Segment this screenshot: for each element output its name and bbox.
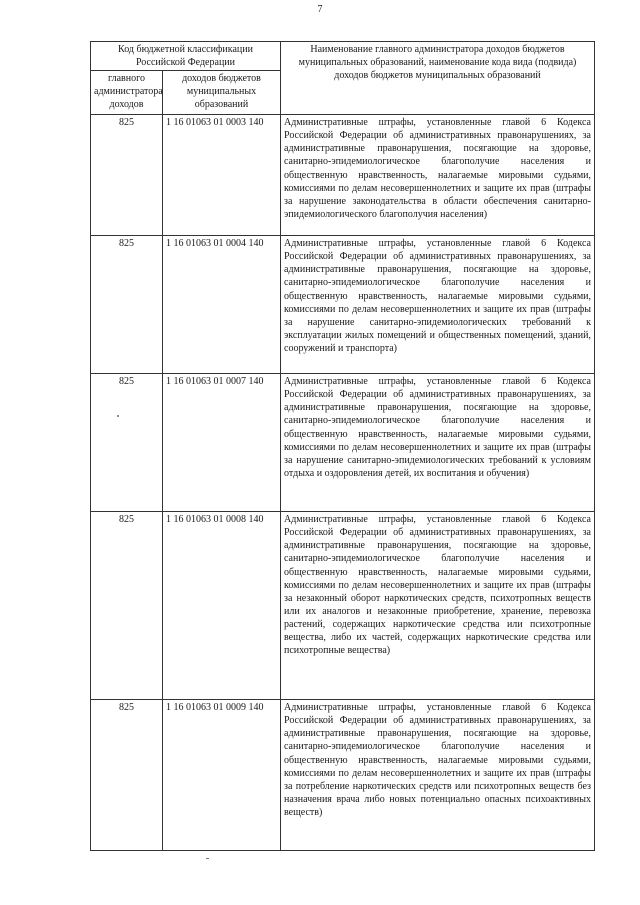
description-cell: Административные штрафы, установленные главой 6 Кодекса Российской Федерации об административных правонарушениях, за административные правонарушения, посягающие на здоровье, санитарно-эпидемиологическое благополучие населения и общественную нравственность, налагаемые мировыми судьями, комиссиями по делам несовершеннолетних и защите их прав (штрафы за нарушение законодательства в области обеспечения санитарно-эпидемиологического благополучия населения) bbox=[281, 115, 595, 236]
income-code-cell: 1 16 01063 01 0004 140 bbox=[163, 236, 281, 374]
admin-code-cell: 825 bbox=[91, 512, 163, 700]
table-row bbox=[91, 115, 595, 236]
header-admin: главного администратора доходов bbox=[91, 71, 163, 115]
admin-code-cell: 825 bbox=[91, 115, 163, 236]
income-code-cell: 1 16 01063 01 0007 140 bbox=[163, 374, 281, 512]
description-cell: Административные штрафы, установленные главой 6 Кодекса Российской Федерации об административных правонарушениях, за административные правонарушения, посягающие на здоровье, санитарно-эпидемиологическое благополучие населения и общественную нравственность, налагаемые мировыми судьями, комиссиями по делам несовершеннолетних и защите их прав (штрафы за нарушение санитарно-эпидемиологических требований к условиям отдыха и оздоровления детей, их воспитания и обучения) bbox=[281, 374, 595, 512]
income-code-cell: 1 16 01063 01 0008 140 bbox=[163, 512, 281, 700]
income-code-cell: 1 16 01063 01 0009 140 bbox=[163, 700, 281, 851]
table-row bbox=[91, 512, 595, 700]
scan-speck bbox=[117, 415, 119, 417]
table-row bbox=[91, 700, 595, 851]
budget-classification-table bbox=[90, 41, 595, 851]
header-income: доходов бюджетов муниципальных образований bbox=[163, 71, 281, 115]
admin-code-cell: 825 bbox=[91, 700, 163, 851]
admin-code-cell: 825 bbox=[91, 236, 163, 374]
table-row bbox=[91, 236, 595, 374]
description-cell: Административные штрафы, установленные главой 6 Кодекса Российской Федерации об административных правонарушениях, за административные правонарушения, посягающие на здоровье, санитарно-эпидемиологическое благополучие населения и общественную нравственность, налагаемые мировыми судьями, комиссиями по делам несовершеннолетних и защите их прав (штрафы за нарушение санитарно-эпидемиологических требований к эксплуатации жилых помещений и общественных помещений, зданий, сооружений и транспорта) bbox=[281, 236, 595, 374]
header-kbk: Код бюджетной классификации Российской Федерации bbox=[91, 42, 281, 71]
description-cell: Административные штрафы, установленные главой 6 Кодекса Российской Федерации об административных правонарушениях, за административные правонарушения, посягающие на здоровье, санитарно-эпидемиологическое благополучие населения и общественную нравственность, налагаемые мировыми судьями, комиссиями по делам несовершеннолетних и защите их прав (штрафы за незаконный оборот наркотических средств, психотропных веществ или их аналогов и незаконные приобретение, хранение, перевозка растений, содержащих наркотические средства или психотропные вещества, либо их частей, содержащих наркотические средства или психотропные вещества) bbox=[281, 512, 595, 700]
admin-code-cell: 825 bbox=[91, 374, 163, 512]
header-name: Наименование главного администратора доходов бюджетов муниципальных образований, наименование кода вида (подвида) доходов бюджетов муниципальных образований bbox=[281, 42, 595, 115]
description-cell: Административные штрафы, установленные главой 6 Кодекса Российской Федерации об административных правонарушениях, за административные правонарушения, посягающие на здоровье, санитарно-эпидемиологическое благополучие населения и общественную нравственность, налагаемые мировыми судьями, комиссиями по делам несовершеннолетних и защите их прав (штрафы за потребление наркотических средств или психотропных веществ без назначения врача либо новых потенциально опасных психоактивных веществ) bbox=[281, 700, 595, 851]
scan-mark bbox=[206, 858, 209, 859]
income-code-cell: 1 16 01063 01 0003 140 bbox=[163, 115, 281, 236]
table-row bbox=[91, 374, 595, 512]
page-number: 7 bbox=[317, 4, 323, 15]
